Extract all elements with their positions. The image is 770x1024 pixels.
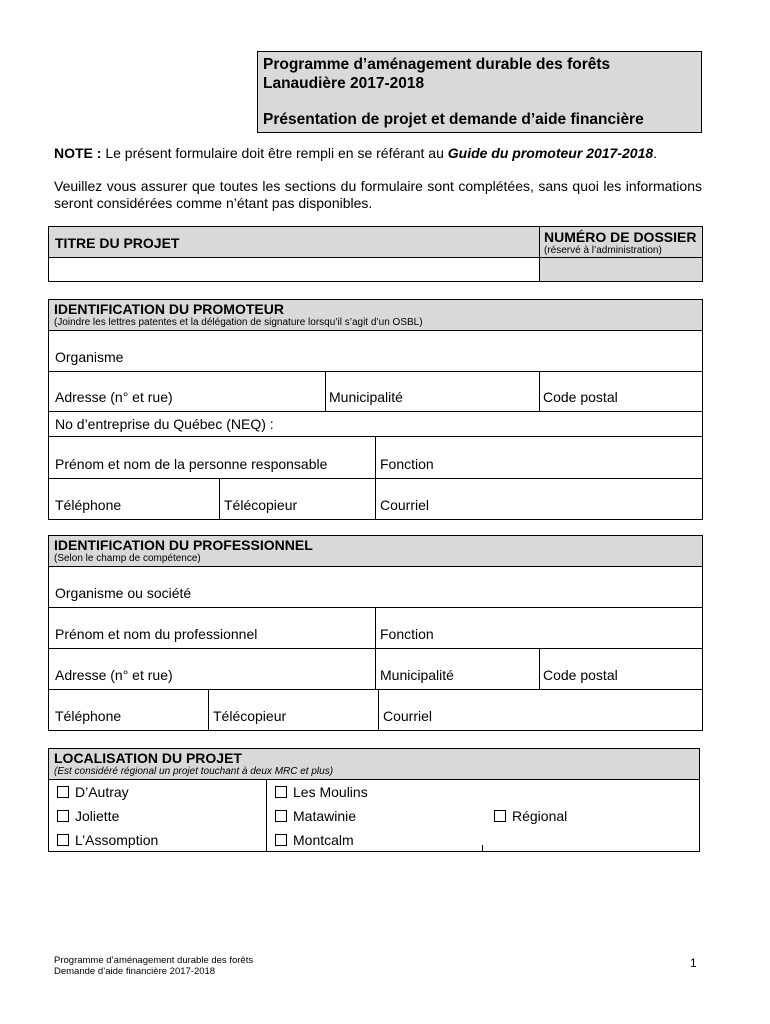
- location-divider: [266, 780, 267, 852]
- promoter-organisme-label: Organisme: [55, 349, 124, 365]
- option-matawinie[interactable]: [275, 808, 356, 824]
- professional-fax-field[interactable]: [208, 689, 379, 731]
- file-number-field: [539, 257, 703, 282]
- form-title: Présentation de projet et demande d’aide financière: [263, 111, 644, 128]
- promoter-fax-label: Télécopieur: [224, 497, 298, 513]
- promoter-function-field[interactable]: [375, 436, 703, 479]
- promoter-phone-label: Téléphone: [55, 497, 122, 513]
- promoter-address-label: Adresse (n° et rue): [55, 389, 173, 405]
- professional-organisme-field[interactable]: [48, 566, 703, 608]
- promoter-address-field[interactable]: [48, 371, 326, 412]
- professional-email-label: Courriel: [383, 708, 433, 724]
- professional-organisme-label: Organisme ou société: [55, 585, 192, 601]
- note-text: Le présent formulaire doit être rempli en se référant au: [101, 145, 448, 161]
- checkbox-icon[interactable]: [494, 810, 506, 822]
- option-lassomption[interactable]: [57, 832, 158, 848]
- option-label: Les Moulins: [293, 784, 368, 800]
- promoter-phone-field[interactable]: [48, 478, 220, 520]
- program-region-year: Lanaudière 2017-2018: [263, 75, 425, 92]
- promoter-email-label: Courriel: [380, 497, 430, 513]
- option-label: D’Autray: [75, 784, 129, 800]
- professional-municipality-field[interactable]: [375, 648, 540, 690]
- professional-section-header: [48, 535, 703, 567]
- option-joliette[interactable]: [57, 808, 119, 824]
- promoter-organisme-field[interactable]: [48, 330, 703, 372]
- promoter-neq-label: No d’entreprise du Québec (NEQ) :: [55, 416, 274, 432]
- checkbox-icon[interactable]: [275, 810, 287, 822]
- option-label: Matawinie: [293, 808, 357, 824]
- file-number-label: NUMÉRO DE DOSSIER: [544, 229, 697, 245]
- promoter-function-label: Fonction: [380, 456, 434, 472]
- footer-line1: Programme d’aménagement durable des forêts: [54, 955, 254, 966]
- professional-address-label: Adresse (n° et rue): [55, 667, 173, 683]
- promoter-section-subtitle: (Joindre les lettres patentes et la délégation de signature lorsqu’il s’agit d’un OSBL): [54, 317, 423, 328]
- location-section-header: [48, 748, 700, 780]
- professional-function-field[interactable]: [375, 607, 703, 649]
- form-header: [257, 51, 702, 133]
- location-section-subtitle: (Est considéré régional un projet touchant à deux MRC et plus): [54, 766, 334, 777]
- option-montcalm[interactable]: [275, 832, 354, 848]
- promoter-email-field[interactable]: [375, 478, 703, 520]
- professional-function-label: Fonction: [380, 626, 434, 642]
- option-label: Régional: [512, 808, 568, 824]
- location-divider: [482, 845, 483, 852]
- promoter-section-header: [48, 299, 703, 331]
- checkbox-icon[interactable]: [57, 834, 69, 846]
- professional-phone-field[interactable]: [48, 689, 209, 731]
- note-end: .: [653, 145, 658, 161]
- note-guide: Guide du promoteur 2017-2018: [447, 145, 654, 161]
- professional-postal-code-label: Code postal: [543, 667, 618, 683]
- option-les-moulins[interactable]: [275, 784, 368, 800]
- promoter-section-title: IDENTIFICATION DU PROMOTEUR: [54, 301, 284, 317]
- checkbox-icon[interactable]: [275, 786, 287, 798]
- professional-address-field[interactable]: [48, 648, 376, 690]
- professional-phone-label: Téléphone: [55, 708, 122, 724]
- professional-postal-code-field[interactable]: [539, 648, 703, 690]
- professional-name-label: Prénom et nom du professionnel: [55, 626, 258, 642]
- promoter-postal-code-label: Code postal: [543, 389, 618, 405]
- program-title: Programme d’aménagement durable des forêts: [263, 56, 611, 73]
- promoter-municipality-label: Municipalité: [329, 389, 403, 405]
- professional-email-field[interactable]: [378, 689, 703, 731]
- promoter-responsible-field[interactable]: [48, 436, 376, 479]
- option-label: Joliette: [75, 808, 120, 824]
- file-number-header: [539, 226, 703, 258]
- option-label: Montcalm: [293, 832, 354, 848]
- location-section-title: LOCALISATION DU PROJET: [54, 750, 242, 766]
- option-label: L’Assomption: [75, 832, 159, 848]
- option-regional[interactable]: [494, 808, 567, 824]
- note: [54, 145, 704, 161]
- checkbox-icon[interactable]: [57, 786, 69, 798]
- note-prefix: NOTE :: [54, 145, 102, 161]
- footer: [54, 955, 253, 977]
- promoter-neq-field[interactable]: [48, 411, 703, 437]
- professional-section-subtitle: (Selon le champ de compétence): [54, 553, 201, 564]
- project-title-label: TITRE DU PROJET: [55, 235, 180, 251]
- promoter-postal-code-field[interactable]: [539, 371, 703, 412]
- professional-section-title: IDENTIFICATION DU PROFESSIONNEL: [54, 537, 313, 553]
- promoter-responsible-label: Prénom et nom de la personne responsable: [55, 456, 328, 472]
- page-number: 1: [690, 956, 697, 970]
- instructions: Veuillez vous assurer que toutes les sections du formulaire sont complétées, sans quoi les informations seront considérées comme n’étant pas disponibles.: [54, 178, 702, 211]
- professional-fax-label: Télécopieur: [213, 708, 287, 724]
- file-number-note: (réservé à l’administration): [544, 245, 662, 256]
- checkbox-icon[interactable]: [57, 810, 69, 822]
- promoter-municipality-field[interactable]: [325, 371, 540, 412]
- professional-municipality-label: Municipalité: [380, 667, 454, 683]
- checkbox-icon[interactable]: [275, 834, 287, 846]
- professional-name-field[interactable]: [48, 607, 376, 649]
- promoter-fax-field[interactable]: [219, 478, 376, 520]
- option-dautray[interactable]: [57, 784, 129, 800]
- footer-line2: Demande d’aide financière 2017-2018: [54, 966, 216, 977]
- project-title-header: [48, 226, 540, 258]
- project-title-field[interactable]: [48, 257, 540, 282]
